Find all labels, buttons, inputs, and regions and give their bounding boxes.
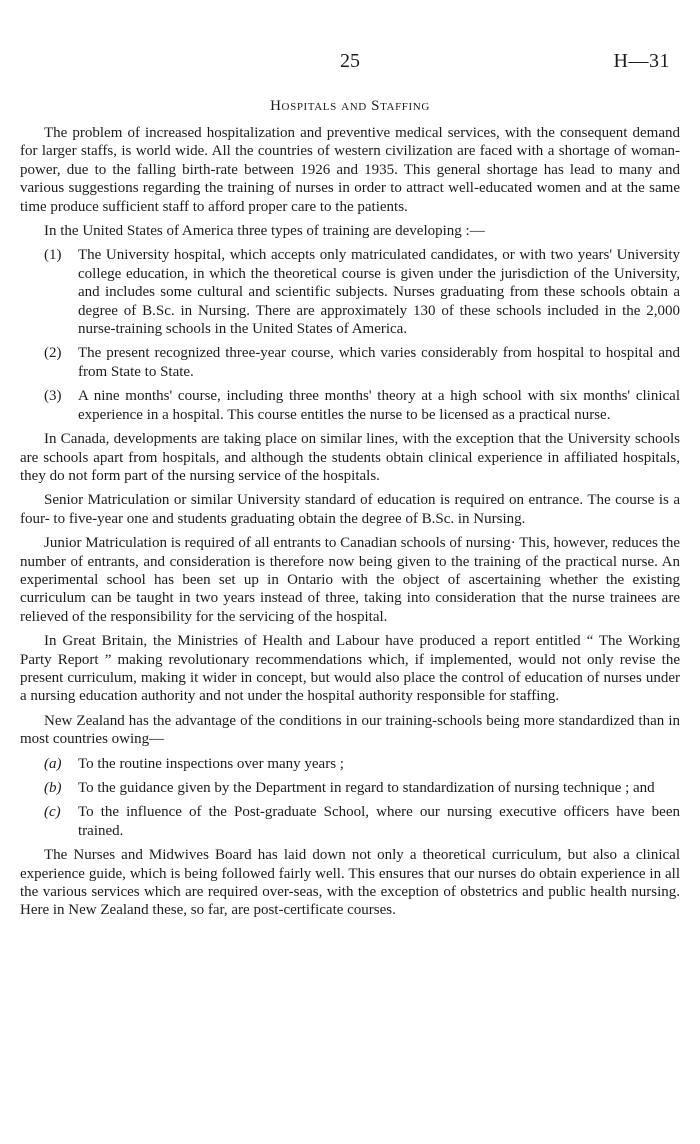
document-reference: H—31 [613,50,670,72]
list-item-text: To the influence of the Post-graduate School, where our nursing executive officers have been trained. [78,804,680,839]
paragraph-great-britain: In Great Britain, the Ministries of Health and Labour have produced a report entitled “ The Working Party Report ” making revolutionary recommendations which, if implemented, would not only revise the present curriculum, making it wider in concept, but would also place the control of education of nurses under a nursing education authority and not under the hospital authority responsible for staffing. [20,633,680,705]
paragraph-new-zealand: New Zealand has the advantage of the conditions in our training-schools being more standardized than in most countries owing— [20,712,680,748]
list-item [20,803,680,840]
list-item-text: The present recognized three-year course, which varies considerably from hospital to hospital and from State to State. [78,345,680,380]
paragraph-senior-matriculation: Senior Matriculation or similar University standard of education is required on entrance. The course is a four- to five-year one and students graduating obtain the degree of B.Sc. in Nursing. [20,492,680,527]
list-item-label: (2) [44,345,62,362]
list-item-text: To the guidance given by the Department in regard to standardization of nursing technique ; and [78,780,655,796]
list-item-text: To the routine inspections over many years ; [78,755,344,772]
list-item [20,344,680,381]
list-item-label: (3) [44,388,62,405]
paragraph-canada: In Canada, developments are taking place on similar lines, with the exception that the University schools are schools apart from hospitals, and although the students obtain clinical experience in affiliated hospitals, they do not form part of the nursing service of the hospitals. [20,431,680,484]
list-item-label: (a) [44,755,62,772]
list-item-text: A nine months' course, including three months' theory at a high school with six months' clinical experience in a hospital. This course entitles the nurse to be licensed as a practical nurse. [78,388,680,423]
usa-training-list [20,246,680,424]
paragraph-intro: The problem of increased hospitalization and preventive medical services, with the consequent demand for larger staffs, is world wide. All the countries of western civilization are faced with a shortage of woman-power, due to the falling birth-rate between 1926 and 1935. This general shortage has lead to many and various suggestions regarding the training of nurses in order to attract well-educated women and at the same time produce sufficient staff to afford proper care to the patients. [20,125,680,215]
paragraph-usa-intro: In the United States of America three types of training are developing :— [44,223,485,240]
list-item [20,246,680,338]
list-item-label: (b) [44,780,62,796]
list-item-label: (c) [44,804,61,821]
paragraph-nurses-midwives-board: The Nurses and Midwives Board has laid down not only a theoretical curriculum, but also a clinical experience guide, which is being followed fairly well. This ensures that our nurses do obtain experience in all the various services which are required over-seas, with the exception of obstetrics and public health nursing. Here in New Zealand these, so far, are post-certificate courses. [20,847,680,919]
list-item-text: The University hospital, which accepts only matriculated candidates, or with two years' University college education, in which the theoretical course is given under the jurisdiction of the University, and includes some cultural and scientific subjects. Nurses graduating from these schools obtain a degree of B.Sc. in Nursing. There are approximately 130 of these schools included in the 2,000 nurse-training schools in the United States of America. [78,247,680,338]
page-header [20,0,680,70]
list-item [20,387,680,424]
list-item [20,755,680,773]
paragraph-junior-matriculation: Junior Matriculation is required of all entrants to Canadian schools of nursing· This, however, reduces the number of entrants, and consideration is therefore now being given to the training of the practical nurse. An experimental school has been set up in Ontario with the object of ascertaining whether the existing curriculum can be taught in two years instead of three, taking into consideration that the nurse trainees are relieved of the responsibility for the servicing of the hospital. [20,535,680,625]
page-number: 25 [340,50,360,72]
section-title: Hospitals and Staffing [270,98,430,114]
nz-advantages-list [20,755,680,841]
list-item-label: (1) [44,247,62,264]
list-item [20,779,680,797]
